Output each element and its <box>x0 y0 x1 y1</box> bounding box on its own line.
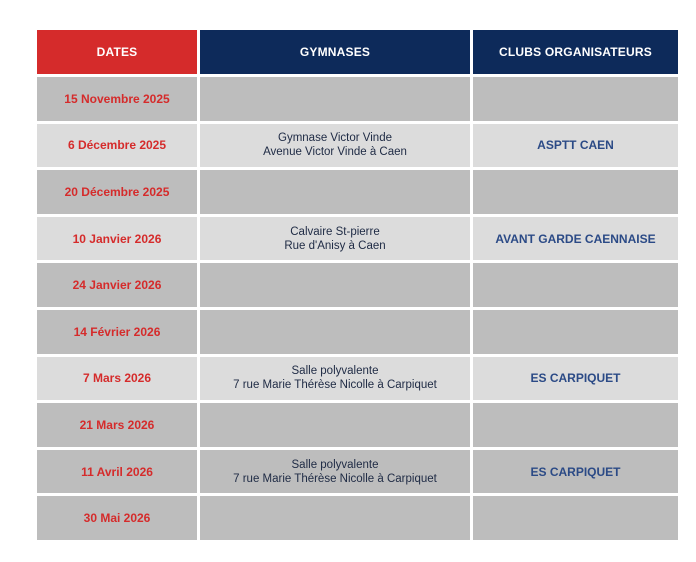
gymnase-cell <box>200 357 470 401</box>
club-cell <box>473 77 678 121</box>
table-row <box>37 77 678 121</box>
gymnase-cell <box>200 310 470 354</box>
club-cell <box>473 310 678 354</box>
club-cell: ASPTT CAEN <box>473 124 678 168</box>
table-header-row <box>37 30 678 74</box>
club-cell <box>473 403 678 447</box>
gymnase-cell <box>200 77 470 121</box>
gymnase-name: Calvaire St-pierre <box>290 225 380 238</box>
club-cell <box>473 170 678 214</box>
table-row <box>37 496 678 540</box>
table-row <box>37 124 678 168</box>
date-cell: 24 Janvier 2026 <box>37 263 197 307</box>
club-cell: ES CARPIQUET <box>473 450 678 494</box>
gymnase-name: Salle polyvalente <box>291 458 379 471</box>
date-cell: 14 Février 2026 <box>37 310 197 354</box>
gymnase-name: Salle polyvalente <box>291 365 379 378</box>
table-row <box>37 263 678 307</box>
header-gymnases: GYMNASES <box>200 30 470 74</box>
gymnase-address: Rue d'Anisy à Caen <box>284 239 386 252</box>
gymnase-address: 7 rue Marie Thérèse Nicolle à Carpiquet <box>233 379 437 392</box>
gymnase-address: Avenue Victor Vinde à Caen <box>263 146 407 159</box>
gymnase-cell <box>200 263 470 307</box>
gymnase-address: 7 rue Marie Thérèse Nicolle à Carpiquet <box>233 472 437 485</box>
gymnase-cell <box>200 217 470 261</box>
club-cell: ES CARPIQUET <box>473 357 678 401</box>
date-cell: 20 Décembre 2025 <box>37 170 197 214</box>
table-row <box>37 170 678 214</box>
table-row <box>37 357 678 401</box>
header-dates: DATES <box>37 30 197 74</box>
date-cell: 11 Avril 2026 <box>37 450 197 494</box>
gymnase-name: Gymnase Victor Vinde <box>278 132 392 145</box>
club-cell: AVANT GARDE CAENNAISE <box>473 217 678 261</box>
club-cell <box>473 263 678 307</box>
club-cell <box>473 496 678 540</box>
table-row <box>37 310 678 354</box>
header-clubs: CLUBS ORGANISATEURS <box>473 30 678 74</box>
date-cell: 7 Mars 2026 <box>37 357 197 401</box>
date-cell: 10 Janvier 2026 <box>37 217 197 261</box>
gymnase-cell <box>200 496 470 540</box>
table-body <box>37 77 678 540</box>
gymnase-cell <box>200 403 470 447</box>
gymnase-cell <box>200 124 470 168</box>
table-row <box>37 403 678 447</box>
date-cell: 6 Décembre 2025 <box>37 124 197 168</box>
table-row <box>37 217 678 261</box>
gymnase-cell <box>200 450 470 494</box>
date-cell: 21 Mars 2026 <box>37 403 197 447</box>
date-cell: 30 Mai 2026 <box>37 496 197 540</box>
table-row <box>37 450 678 494</box>
schedule-table <box>37 30 678 540</box>
gymnase-cell <box>200 170 470 214</box>
date-cell: 15 Novembre 2025 <box>37 77 197 121</box>
